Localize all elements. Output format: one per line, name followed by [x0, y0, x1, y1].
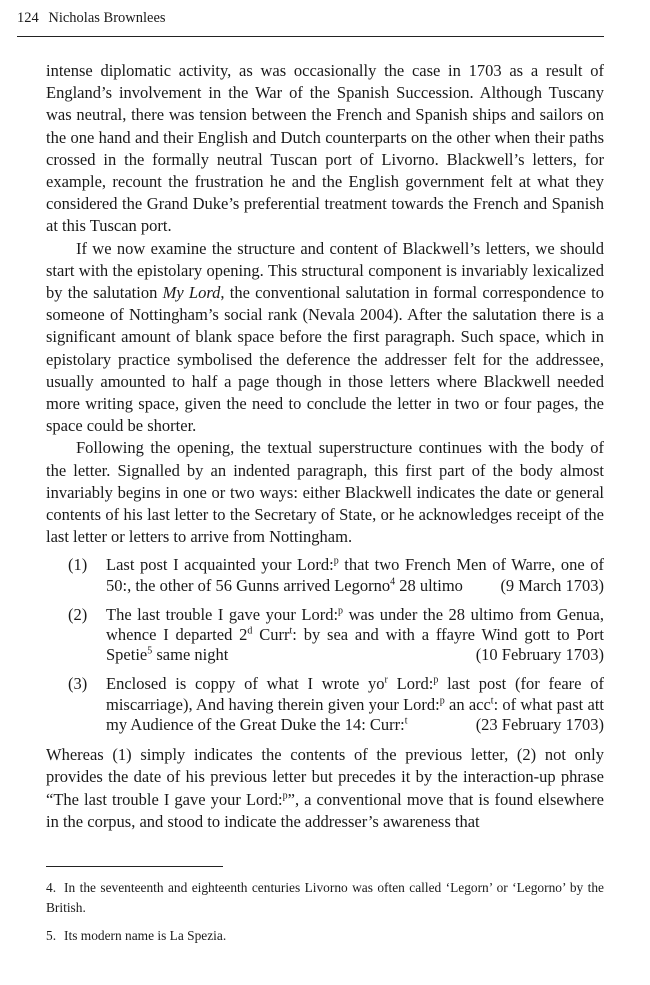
example-date: (9 March 1703): [500, 575, 604, 595]
text-run: The last trouble I gave your Lord:: [106, 604, 339, 624]
text-run: ”, a conventional move that is found elsewhere in the corpus, and stood to indicate the addresser’s awareness that: [46, 789, 605, 831]
footnote-text: Its modern name is La Spezia.: [64, 928, 227, 943]
footnote-number: 4.: [46, 880, 57, 895]
salutation-emphasis: My Lord: [162, 283, 221, 303]
paragraph: Following the opening, the textual superstructure continues with the body of the letter. Signalled by an indented paragraph, this first part of the body almost invariably begins in one or two ways: either Blackwell indicates the date or general contents of his last letter to the Secretary of State, or he acknowledges receipt of the last letter or letters to arrive from Nottingham.: [46, 438, 604, 547]
text-run: Whereas (1) simply indicates the contents of the previous letter, (2) not only provides the date of his previous letter but precedes it by the interaction-up phrase “The last trouble I gave your Lord:: [46, 745, 604, 809]
footnotes: [46, 878, 604, 954]
superscript: p: [282, 790, 288, 801]
footnote-number: 5.: [46, 928, 57, 943]
example-date: (23 February 1703): [475, 714, 604, 734]
main-text: [46, 60, 604, 833]
example-item: [46, 555, 604, 595]
footnote: [46, 878, 604, 918]
text-run: : of what past att my Audience of the Great Duke the 14: Curr:: [106, 694, 604, 734]
superscript: d: [247, 625, 253, 637]
example-item: [46, 674, 604, 735]
superscript: p: [439, 695, 445, 707]
superscript: t: [404, 715, 408, 727]
text-run: Enclosed is coppy of what I wrote yo: [106, 674, 385, 694]
running-head-author: Nicholas Brownlees: [48, 10, 166, 26]
page-number: 124: [17, 10, 39, 26]
text-run: 28 ultimo: [395, 575, 463, 595]
footnote-text: In the seventeenth and eighteenth centuries Livorno was often called ‘Legorn’ or ‘Legorno’ by the British.: [46, 880, 604, 915]
paragraph: intense diplomatic activity, as was occasionally the case in 1703 as a result of England’s involvement in the War of the Spanish Succession. Although Tuscany was neutral, there was tension between the French and Spanish ships and sailors on the one hand and their English and Dutch counterparts on the other when their paths crossed in the formally neutral Tuscan port of Livorno. Blackwell’s letters, for example, recount the frustration he and the English government felt at what they considered the Grand Duke’s preferential treatment towards the French and Spanish at this Tuscan port.: [46, 61, 604, 236]
text-run: If we now examine the structure and content of Blackwell’s letters, we should start with the epistolary opening. This structural component is invariably lexicalized by the salutation: [46, 238, 604, 303]
text-run: that two French Men of Warre, one of 50:, the other of 56 Gunns arrived Legorno: [106, 555, 604, 595]
footnote-ref[interactable]: 4: [390, 576, 396, 588]
text-run: Curr: [252, 625, 290, 645]
superscript: p: [338, 605, 344, 617]
superscript: p: [333, 555, 339, 567]
paragraph: [46, 238, 604, 438]
text-run: was under the 28 ultimo from Genua, whence I departed 2: [106, 604, 604, 645]
superscript: p: [433, 674, 439, 686]
example-number: (3): [68, 674, 88, 694]
footnote-ref[interactable]: 5: [147, 645, 153, 657]
superscript: t: [289, 625, 293, 637]
text-run: Last post I acquainted your Lord:: [106, 555, 334, 575]
text-run: Lord:: [387, 674, 434, 694]
footnote-divider: [46, 866, 223, 867]
running-header: [17, 10, 604, 37]
footnote: [46, 926, 604, 946]
text-run: last post (for feare of miscarriage), And having therein given your Lord:: [106, 674, 604, 714]
superscript: r: [384, 674, 388, 686]
superscript: t: [490, 695, 494, 707]
text-run: : by sea and with a ffayre Wind gott to Port Spetie: [106, 625, 604, 665]
paragraph: [46, 744, 604, 833]
example-number: (2): [68, 604, 88, 624]
examples-list: [46, 555, 604, 735]
text-run: an acc: [444, 694, 491, 714]
example-date: (10 February 1703): [475, 645, 604, 665]
text-run: , the conventional salutation in formal correspondence to someone of Nottingham’s social rank (Nevala 2004). After the salutation there is a significant amount of blank space before the first paragraph. Such space, which in epistolary practice symbolised the deference the addresser felt for the addressee, usually amounted to half a page though in those letters where Blackwell needed more writing space, given the need to conclude the letter in two or four pages, the space could be shorter.: [46, 283, 604, 436]
example-item: [46, 605, 604, 666]
example-number: (1): [68, 555, 88, 575]
text-run: same night: [152, 645, 229, 665]
